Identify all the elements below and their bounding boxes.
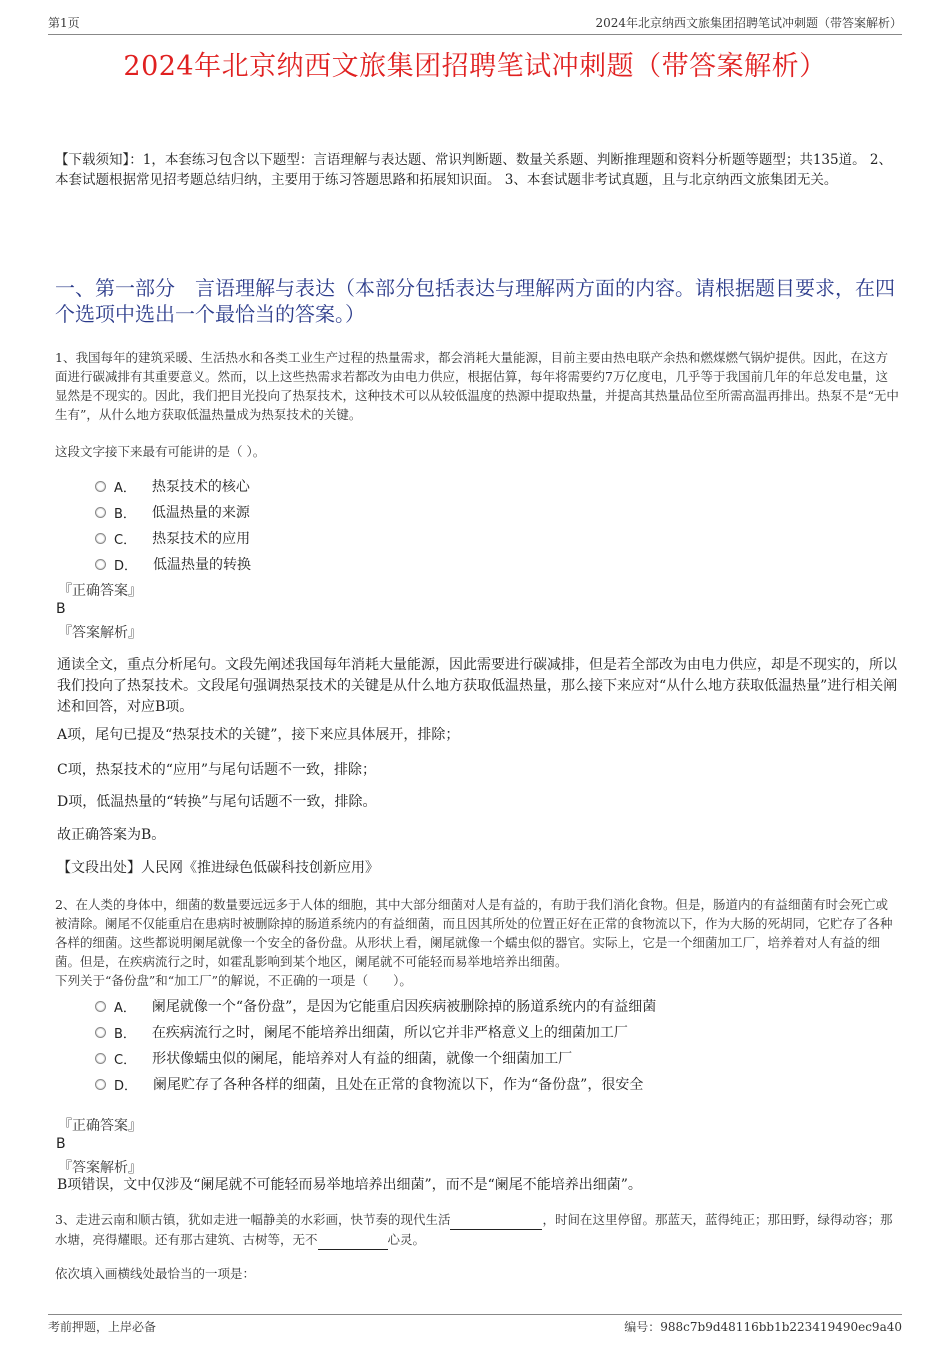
option-c[interactable]	[95, 525, 251, 551]
analysis-paragraph: D项，低温热量的“转换”与尾句话题不一致，排除。	[57, 794, 377, 810]
radio-icon[interactable]	[95, 481, 106, 492]
option-text: 热泵技术的核心	[151, 479, 250, 495]
analysis-paragraph: B项错误，文中仅涉及“阑尾就不可能轻而易举地培养出细菌”，而不是“阑尾不能培养出细菌”。	[57, 1177, 642, 1193]
option-d[interactable]	[95, 1071, 656, 1097]
radio-icon[interactable]	[95, 533, 106, 544]
option-a[interactable]	[95, 473, 251, 499]
radio-icon[interactable]	[95, 1001, 106, 1012]
document-title: 2024年北京纳西文旅集团招聘笔试冲刺题（带答案解析）	[123, 51, 827, 82]
radio-icon[interactable]	[95, 1027, 106, 1038]
option-text: 阑尾就像一个“备份盘”，是因为它能重启因疾病被删除掉的肠道系统内的有益细菌	[151, 999, 657, 1015]
option-letter: B．	[114, 506, 136, 522]
question-1-stem: 1、我国每年的建筑采暖、生活热水和各类工业生产过程的热量需求，都会消耗大量能源，目前主要由热电联产余热和燃煤燃气锅炉提供。因此，在这方面进行碳减排有其重要意义。然而，以上这些热需求若都改为由电力供应，根据估算，每年将需要约7万亿度电，几乎等于我国前几年的年总发电量，这显然是不现实的。因此，我们把目光投向了热泵技术，这种技术可以从较低温度的热源中提取热量，并提高其热量品位至所需高温再排出。热泵不是“无中生有”，从什么地方获取低温热量成为热泵技术的关键。	[55, 350, 899, 422]
analysis-conclusion: 故正确答案为B。	[57, 827, 166, 843]
stem-part: 3、走进云南和顺古镇，犹如走进一幅静美的水彩画，快节奏的现代生活	[55, 1212, 451, 1227]
download-notice: 【下载须知】：1，本套练习包含以下题型：言语理解与表达题、常识判断题、数量关系题、判断推理题和资料分析题等题型；共135道。 2、本套试题根据常见招考题总结归纳，主要用于练习答题思路和拓展知识面。 3、本套试题非考试真题，且与北京纳西文旅集团无关。	[55, 152, 892, 188]
option-text: 形状像蠕虫似的阑尾，能培养对人有益的细菌，就像一个细菌加工厂	[152, 1051, 573, 1067]
analysis-label: 『答案解析』	[58, 1160, 142, 1176]
option-letter: D．	[114, 558, 138, 574]
footer-slogan: 考前押题，上岸必备	[48, 1320, 157, 1334]
radio-icon[interactable]	[95, 1053, 106, 1064]
analysis-paragraph: A项，尾句已提及“热泵技术的关键”，接下来应具体展开，排除；	[57, 727, 460, 743]
stem-part: 心灵。	[387, 1232, 426, 1247]
correct-answer-value: B	[56, 601, 66, 617]
analysis-label: 『答案解析』	[58, 625, 142, 641]
option-text: 低温热量的来源	[151, 505, 250, 521]
radio-icon[interactable]	[95, 1079, 106, 1090]
option-letter: C．	[114, 532, 137, 548]
option-letter: A．	[114, 480, 136, 496]
page-header	[48, 14, 902, 35]
question-3-prompt: 依次填入画横线处最恰当的一项是：	[55, 1266, 256, 1281]
question-3-stem	[55, 1210, 900, 1250]
question-2-prompt: 下列关于“备份盘”和“加工厂”的解说，不正确的一项是（ ）。	[55, 973, 412, 988]
option-text: 低温热量的转换	[153, 557, 252, 573]
text-source: 【文段出处】人民网《推进绿色低碳科技创新应用》	[57, 860, 379, 876]
option-text: 在疾病流行之时，阑尾不能培养出细菌，所以它并非严格意义上的细菌加工厂	[151, 1025, 628, 1041]
fill-blank-2[interactable]	[318, 1230, 388, 1250]
section-heading: 一、第一部分 言语理解与表达（本部分包括表达与理解两方面的内容。请根据题目要求，在四个选项中选出一个最恰当的答案。）	[55, 276, 895, 326]
footer-doc-id: 编号：988c7b9d48116bb1b223419490ec9a40	[624, 1320, 902, 1334]
option-letter: B．	[114, 1026, 136, 1042]
question-2-stem: 2、在人类的身体中，细菌的数量要远远多于人体的细胞，其中大部分细菌对人是有益的，有助于我们消化食物。但是，肠道内的有益细菌有时会死亡或被清除。阑尾不仅能重启在患病时被删除掉的肠道系统内的有益细菌，而且因其所处的位置正好在正常的食物流以下，作为大肠的死胡同，它贮存了各种各样的细菌。这些都说明阑尾就像一个安全的备份盘。从形状上看，阑尾就像一个蠕虫似的器官。实际上，它是一个细菌加工厂，培养着对人有益的细菌。但是，在疾病流行之时，如霍乱影响到某个地区，阑尾就不可能轻而易举地培养出细菌。	[55, 897, 893, 969]
page-number: 第1页	[48, 16, 80, 30]
question-1-prompt: 这段文字接下来最有可能讲的是（ ）。	[55, 444, 266, 459]
option-letter: C．	[114, 1052, 137, 1068]
option-text: 阑尾贮存了各种各样的细菌，且处在正常的食物流以下，作为“备份盘”，很安全	[153, 1077, 644, 1093]
correct-answer-value: B	[56, 1136, 66, 1152]
option-c[interactable]	[95, 1045, 656, 1071]
stem-part: ，时间在这里停留。那蓝天，蓝得纯正；那田野，绿得动容；那水塘，亮得耀眼。还有那古建筑、古树等，无不	[55, 1212, 893, 1247]
question-2-options	[95, 993, 656, 1097]
radio-icon[interactable]	[95, 507, 106, 518]
fill-blank-1[interactable]	[450, 1210, 542, 1230]
header-doc-title: 2024年北京纳西文旅集团招聘笔试冲刺题（带答案解析）	[595, 16, 902, 30]
correct-answer-label: 『正确答案』	[58, 1118, 142, 1134]
option-b[interactable]	[95, 499, 251, 525]
option-letter: A．	[114, 1000, 136, 1016]
option-text: 热泵技术的应用	[152, 531, 251, 547]
analysis-paragraph: C项，热泵技术的“应用”与尾句话题不一致，排除；	[57, 762, 377, 778]
radio-icon[interactable]	[95, 559, 106, 570]
analysis-paragraph: 通读全文，重点分析尾句。文段先阐述我国每年消耗大量能源，因此需要进行碳减排，但是若全部改为由电力供应，却是不现实的，所以我们投向了热泵技术。文段尾句强调热泵技术的关键是从什么地方获取低温热量，那么接下来应对“从什么地方获取低温热量”进行相关阐述和回答，对应B项。	[57, 657, 898, 715]
option-a[interactable]	[95, 993, 656, 1019]
question-1-options	[95, 473, 251, 577]
correct-answer-label: 『正确答案』	[58, 583, 142, 599]
option-letter: D．	[114, 1078, 138, 1094]
option-d[interactable]	[95, 551, 251, 577]
option-b[interactable]	[95, 1019, 656, 1045]
page-footer	[48, 1314, 902, 1335]
